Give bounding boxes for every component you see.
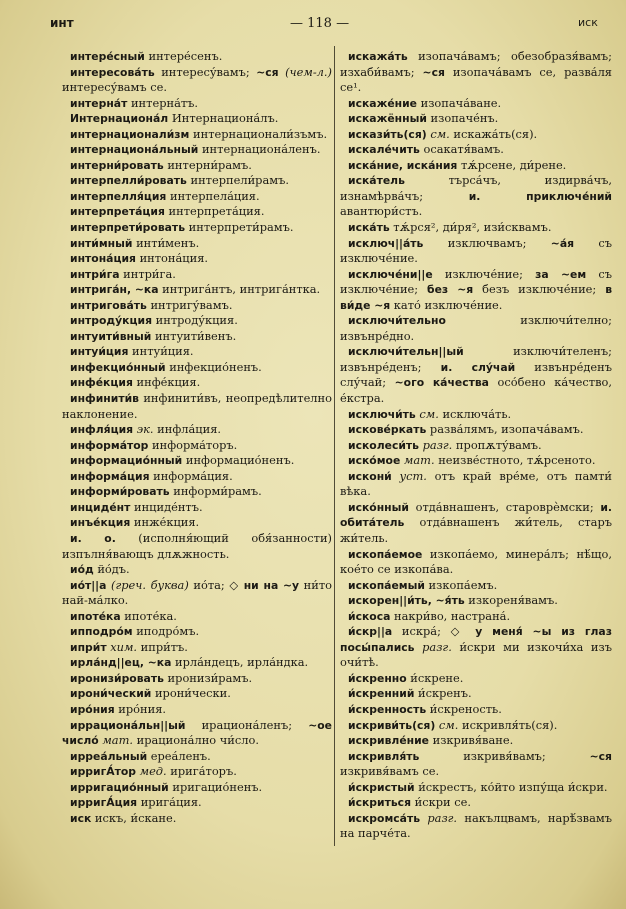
dictionary-entry bbox=[62, 267, 332, 283]
translation: като́ изключе́ние. bbox=[390, 297, 503, 312]
translation: изкореня́вамъ. bbox=[464, 593, 558, 608]
headword: информи́ровать bbox=[70, 485, 170, 499]
headword: и́скриться bbox=[348, 796, 412, 810]
dictionary-entry bbox=[340, 49, 612, 96]
translation: изкривя́вамъ; bbox=[419, 748, 590, 763]
headword: инфе́кция bbox=[70, 376, 133, 390]
dictionary-entry bbox=[62, 469, 332, 485]
headword: искове́ркать bbox=[348, 423, 427, 437]
headword: и́скр||а bbox=[348, 625, 393, 639]
translation: информацио́ненъ. bbox=[182, 453, 295, 468]
translation: интересу́вамъ се. bbox=[62, 80, 168, 95]
dictionary-entry bbox=[62, 251, 332, 267]
dictionary-entry bbox=[62, 438, 332, 454]
translation: интуити́венъ. bbox=[151, 328, 237, 343]
dictionary-entry bbox=[340, 313, 612, 344]
usage-label: разг. bbox=[422, 437, 453, 452]
translation: изключи́телно; извънре́дно. bbox=[340, 313, 612, 343]
headword: иско́мое bbox=[348, 454, 401, 468]
headword: исключи́тельно bbox=[348, 314, 446, 328]
dictionary-entry bbox=[340, 111, 612, 127]
headword: интуити́вный bbox=[70, 329, 152, 343]
dictionary-entry bbox=[62, 204, 332, 220]
headword: инциде́нт bbox=[70, 500, 131, 514]
left-column bbox=[62, 49, 332, 826]
translation: инфинити́въ, неопредѣлително наклонение. bbox=[62, 391, 332, 421]
usage-label: мед. bbox=[139, 764, 167, 779]
dictionary-entry bbox=[62, 49, 332, 65]
headword: исключе́ни||е bbox=[348, 267, 433, 281]
dictionary-entry bbox=[340, 547, 612, 578]
dictionary-entry bbox=[62, 313, 332, 329]
headword: интригова́ть bbox=[70, 298, 147, 312]
translation: информа́торъ. bbox=[148, 437, 238, 452]
translation: изкривя́ване. bbox=[429, 733, 514, 748]
dictionary-entry bbox=[62, 484, 332, 500]
headword: интуи́ция bbox=[70, 345, 129, 359]
translation: интерпрета́ция. bbox=[164, 204, 265, 219]
translation: интере́сенъ. bbox=[144, 49, 223, 63]
dictionary-entry bbox=[62, 298, 332, 314]
dictionary-entry bbox=[340, 609, 612, 625]
translation: интерпела́ция. bbox=[166, 188, 260, 203]
headword: и. обита́тель bbox=[340, 500, 612, 530]
headword: и. приключе́ний bbox=[468, 189, 612, 203]
dictionary-entry bbox=[340, 267, 612, 314]
right-column bbox=[340, 49, 612, 842]
translation: и́скрестъ, ко́йто изпу́ща и́скри. bbox=[414, 779, 608, 794]
translation: съ изключе́ние. bbox=[340, 235, 612, 266]
dictionary-entry bbox=[340, 718, 612, 734]
dictionary-entry bbox=[62, 702, 332, 718]
headword: и. о. bbox=[70, 531, 116, 545]
translation: ипри́тъ. bbox=[137, 639, 188, 654]
headword: интри́га bbox=[70, 267, 120, 281]
dictionary-entry bbox=[62, 220, 332, 236]
dictionary-entry bbox=[340, 780, 612, 796]
dictionary-entry bbox=[340, 422, 612, 438]
dictionary-entry bbox=[62, 391, 332, 422]
translation: неизве́стното, тѫ́рсеното. bbox=[434, 453, 596, 468]
headword: интерпелля́ция bbox=[70, 189, 167, 203]
dictionary-entry bbox=[340, 438, 612, 454]
dictionary-entry bbox=[62, 282, 332, 298]
headword: ирла́нд||ец, ~ка bbox=[70, 656, 172, 670]
usage-label: мат. bbox=[403, 453, 435, 468]
usage-label: эк. bbox=[136, 422, 154, 437]
headword: ископа́емое bbox=[348, 547, 423, 561]
usage-label: см. bbox=[419, 406, 439, 421]
headword: ипоте́ка bbox=[70, 609, 121, 623]
dictionary-entry bbox=[62, 189, 332, 205]
translation: разва́лямъ, изопача́вамъ. bbox=[426, 422, 584, 437]
headword: Интернациона́л bbox=[70, 112, 169, 126]
translation: съ изключе́ние; bbox=[340, 266, 613, 297]
translation bbox=[415, 640, 423, 654]
dictionary-entry bbox=[62, 718, 332, 749]
dictionary-entry bbox=[62, 360, 332, 376]
dictionary-entry bbox=[340, 127, 612, 143]
translation: изкопа́емо, минера́лъ; нѣ́що, кое́то се изкопа́ва. bbox=[340, 546, 612, 577]
translation: осо́бено ка́чество, е́кстра. bbox=[340, 375, 612, 406]
translation: ни́то най-ма́лко. bbox=[62, 577, 332, 608]
headword: инъе́кция bbox=[70, 516, 131, 530]
headword: интере́сный bbox=[70, 50, 145, 63]
translation: интерна́тъ. bbox=[127, 95, 199, 110]
translation: искъ, и́скане. bbox=[91, 810, 177, 825]
translation: ирациона́лно чи́сло. bbox=[133, 733, 259, 748]
translation: информа́ция. bbox=[149, 468, 233, 483]
translation: ирла́ндецъ, ирла́ндка. bbox=[171, 655, 309, 670]
dictionary-entry bbox=[340, 624, 612, 671]
headword: ископа́емый bbox=[348, 578, 425, 592]
usage-label: уст. bbox=[399, 468, 427, 483]
headword: инфинити́в bbox=[70, 392, 139, 406]
translation: интона́ция. bbox=[135, 251, 209, 266]
headword: ~ого ка́чества bbox=[394, 376, 489, 390]
translation: изопаче́нъ. bbox=[426, 111, 499, 126]
headword: исключ||а́ть bbox=[348, 236, 424, 250]
headword: информа́ция bbox=[70, 469, 150, 483]
headword: интернационали́зм bbox=[70, 127, 190, 141]
headword: интересова́ть bbox=[70, 65, 155, 79]
translation: интерпели́рамъ. bbox=[186, 173, 289, 188]
translation: ио́та; ◇ bbox=[188, 577, 244, 592]
headword: интерпрета́ция bbox=[70, 205, 165, 219]
translation: изопача́вамъ се, разва́ля се¹. bbox=[340, 64, 612, 95]
dictionary-entry bbox=[62, 578, 332, 609]
headword: ~а́я bbox=[550, 236, 575, 250]
translation: изкривя́вамъ се. bbox=[340, 764, 440, 779]
translation: иригацио́ненъ. bbox=[168, 779, 263, 794]
translation: интернационали́зъмъ. bbox=[189, 126, 328, 141]
dictionary-entry bbox=[62, 453, 332, 469]
headword: ~ся bbox=[422, 65, 445, 79]
headword: за ~ем bbox=[535, 267, 587, 281]
translation: и́скрене. bbox=[406, 670, 464, 685]
translation: изкопа́емъ. bbox=[424, 577, 498, 592]
headword: ни на ~у bbox=[243, 578, 300, 592]
dictionary-entry bbox=[62, 329, 332, 345]
dictionary-entry bbox=[62, 686, 332, 702]
headword: интона́ция bbox=[70, 252, 136, 266]
headword: у меня́ ~ы из глаз посы́пались bbox=[340, 625, 612, 654]
translation: отда́внашенъ жи́тель, старъ жи́тель. bbox=[340, 515, 612, 545]
headword: интернациона́льный bbox=[70, 143, 199, 157]
translation: информи́рамъ. bbox=[169, 484, 262, 499]
translation: интри́га. bbox=[119, 266, 176, 281]
dictionary-entry bbox=[340, 702, 612, 718]
dictionary-entry bbox=[340, 173, 612, 220]
translation: иро́ния. bbox=[114, 701, 167, 716]
headword: интерпрети́ровать bbox=[70, 221, 186, 235]
translation: йо́дъ. bbox=[93, 562, 130, 577]
translation: изопача́вамъ; обезобразя́вамъ; изхаби́вамъ; bbox=[340, 49, 612, 79]
headword: интерна́т bbox=[70, 96, 128, 110]
translation: исключа́ть. bbox=[438, 406, 512, 421]
dictionary-entry bbox=[340, 220, 612, 236]
translation: интригу́вамъ. bbox=[146, 297, 233, 312]
dictionary-entry bbox=[62, 562, 332, 578]
dictionary-entry bbox=[62, 749, 332, 765]
headword: иска́ть bbox=[348, 221, 390, 235]
headword: искале́чить bbox=[348, 143, 420, 157]
translation: искривля́ть(ся). bbox=[458, 717, 558, 732]
headword: искривле́ние bbox=[348, 734, 429, 748]
translation: искра́; ◇ bbox=[392, 624, 476, 639]
dictionary-entry bbox=[340, 236, 612, 267]
dictionary-entry bbox=[62, 158, 332, 174]
dictionary-entry bbox=[340, 453, 612, 469]
translation: интроду́кция. bbox=[152, 313, 238, 328]
translation: (исполня́ющий обя́занности) изпълня́вающъ длѫжность. bbox=[62, 530, 332, 561]
headword: искажа́ть bbox=[348, 50, 408, 63]
headword: иско́нный bbox=[348, 500, 409, 514]
headword: ирригА́ция bbox=[70, 796, 138, 810]
translation: и́скри се. bbox=[411, 795, 471, 810]
headword: инти́мный bbox=[70, 236, 133, 250]
translation: инциде́нтъ. bbox=[130, 499, 203, 514]
running-head-left: инт bbox=[50, 16, 74, 30]
dictionary-entry bbox=[62, 111, 332, 127]
dictionary-entry bbox=[62, 811, 332, 827]
usage-label: хим. bbox=[110, 639, 138, 654]
translation: изключи́теленъ; извънре́денъ; bbox=[340, 344, 612, 374]
headword: интрига́н, ~ка bbox=[70, 283, 159, 297]
headword: инфекцио́нный bbox=[70, 360, 166, 374]
column-divider bbox=[334, 46, 335, 846]
translation: интуи́ция. bbox=[128, 344, 194, 359]
dictionary-entry bbox=[340, 749, 612, 780]
translation: ирациона́ленъ; bbox=[185, 717, 309, 732]
translation: ереа́ленъ. bbox=[147, 748, 211, 763]
headword: искони́ bbox=[348, 469, 392, 483]
dictionary-entry bbox=[62, 655, 332, 671]
headword: информацио́нный bbox=[70, 454, 183, 468]
headword: ирони́ческий bbox=[70, 687, 152, 701]
dictionary-entry bbox=[340, 158, 612, 174]
dictionary-entry bbox=[340, 686, 612, 702]
headword: искази́ть(ся) bbox=[348, 127, 427, 141]
translation: ирига́ция. bbox=[137, 795, 202, 810]
dictionary-entry bbox=[340, 142, 612, 158]
dictionary-entry bbox=[340, 500, 612, 547]
translation: изключвамъ; bbox=[423, 235, 551, 250]
usage-label: (греч. буква) bbox=[111, 577, 189, 592]
headword: исколеси́ть bbox=[348, 438, 419, 452]
headword: ~ся bbox=[256, 65, 279, 79]
headword: иск bbox=[70, 811, 92, 825]
translation: изключе́ние; bbox=[432, 266, 536, 281]
dictionary-entry bbox=[62, 640, 332, 656]
dictionary-entry bbox=[62, 65, 332, 96]
dictionary-entry bbox=[62, 142, 332, 158]
headword: искаже́ние bbox=[348, 96, 417, 110]
dictionary-entry bbox=[62, 127, 332, 143]
translation: интересу́вамъ; bbox=[154, 64, 257, 79]
translation: иронизи́рамъ. bbox=[163, 670, 253, 685]
translation: осакатя́вамъ. bbox=[419, 142, 504, 157]
translation: безъ изключе́ние; bbox=[473, 282, 606, 297]
headword: ирригА́тор bbox=[70, 765, 136, 779]
translation: интерпрети́рамъ. bbox=[185, 220, 294, 235]
translation: отъ край вре́ме, отъ памти́ вѣка. bbox=[340, 468, 613, 499]
dictionary-entry bbox=[340, 578, 612, 594]
translation: инфла́ция. bbox=[153, 422, 222, 437]
translation: ипоте́ка. bbox=[120, 608, 177, 623]
usage-label: см. bbox=[430, 126, 450, 141]
dictionary-entry bbox=[340, 795, 612, 811]
translation: Интернациона́лъ. bbox=[168, 111, 279, 126]
translation: интернациона́ленъ. bbox=[198, 142, 321, 157]
dictionary-entry bbox=[62, 173, 332, 189]
headword: ипри́т bbox=[70, 640, 107, 654]
headword: и́скренний bbox=[348, 687, 415, 701]
translation: тѫ́рся², ди́ря², изи́сквамъ. bbox=[389, 220, 552, 235]
headword: интерни́ровать bbox=[70, 158, 164, 172]
dictionary-entry bbox=[340, 671, 612, 687]
headword: и́скренно bbox=[348, 671, 407, 685]
headword: ~ое число́ bbox=[62, 718, 332, 748]
headword: ио́д bbox=[70, 563, 94, 577]
dictionary-entry bbox=[62, 764, 332, 780]
dictionary-entry bbox=[340, 344, 612, 406]
headword: в ви́де ~я bbox=[340, 283, 613, 312]
translation: интерни́рамъ. bbox=[163, 157, 252, 172]
headword: исключи́ть bbox=[348, 407, 416, 421]
usage-label: (чем-л.) bbox=[285, 64, 332, 79]
headword: информа́тор bbox=[70, 438, 149, 452]
translation: иподро́мъ. bbox=[132, 624, 200, 639]
translation bbox=[392, 469, 400, 483]
dictionary-entry bbox=[62, 375, 332, 391]
translation: инфе́кция. bbox=[132, 375, 201, 390]
headword: иска́тель bbox=[348, 174, 405, 188]
dictionary-entry bbox=[62, 780, 332, 796]
dictionary-entry bbox=[62, 344, 332, 360]
headword: искривля́ть bbox=[348, 749, 420, 763]
translation: накри́во, настрана́. bbox=[390, 608, 511, 623]
dictionary-entry bbox=[62, 422, 332, 438]
dictionary-entry bbox=[340, 96, 612, 112]
translation: ирига́торъ. bbox=[166, 764, 237, 779]
headword: без ~я bbox=[427, 283, 474, 297]
translation: искажа́ть(ся). bbox=[449, 126, 538, 141]
headword: иска́ние, иска́ния bbox=[348, 158, 458, 172]
headword: иро́ния bbox=[70, 702, 115, 716]
headword: ирригацио́нный bbox=[70, 780, 169, 794]
translation: и́скреность. bbox=[426, 701, 502, 716]
headword: искорен||и́ть, ~я́ть bbox=[348, 594, 465, 608]
headword: и́скоса bbox=[348, 609, 391, 623]
headword: исключи́тельн||ый bbox=[348, 345, 464, 359]
translation: тѫ́рсене, ди́рене. bbox=[457, 157, 567, 172]
dictionary-entry bbox=[340, 733, 612, 749]
dictionary-entry bbox=[62, 96, 332, 112]
usage-label: мат. bbox=[102, 733, 133, 748]
usage-label: разг. bbox=[422, 639, 452, 654]
dictionary-entry bbox=[62, 236, 332, 252]
dictionary-entry bbox=[340, 811, 612, 842]
translation: и́скренъ. bbox=[414, 686, 472, 701]
headword: ио́т||а bbox=[70, 578, 107, 592]
running-head-right: иск bbox=[578, 16, 598, 29]
headword: иронизи́ровать bbox=[70, 671, 164, 685]
headword: и. слу́чай bbox=[440, 360, 516, 374]
dictionary-entry bbox=[62, 795, 332, 811]
headword: искажённый bbox=[348, 112, 427, 126]
dictionary-entry bbox=[62, 515, 332, 531]
headword: ~ся bbox=[589, 749, 612, 763]
translation: инфекцио́ненъ. bbox=[165, 359, 262, 374]
headword: ирреа́льный bbox=[70, 749, 148, 763]
headword: инфля́ция bbox=[70, 423, 134, 437]
dictionary-entry bbox=[340, 407, 612, 423]
headword: и́скристый bbox=[348, 780, 415, 794]
translation: изопача́ване. bbox=[417, 95, 502, 110]
translation: накълцвамъ, нарѣ́звамъ на парче́та. bbox=[340, 810, 612, 841]
dictionary-entry bbox=[62, 531, 332, 562]
translation: и́скри ми изкочи́ха изъ очи́тѣ. bbox=[340, 639, 612, 670]
usage-label: см. bbox=[438, 717, 459, 732]
translation: инти́менъ. bbox=[132, 235, 200, 250]
dictionary-entry bbox=[62, 624, 332, 640]
translation: търса́чъ, издирва́чъ, изнамѣрва́чъ; bbox=[340, 173, 612, 203]
headword: искромса́ть bbox=[348, 811, 421, 825]
headword: искриви́ть(ся) bbox=[348, 718, 436, 732]
dictionary-entry bbox=[62, 500, 332, 516]
translation: интрига́нтъ, интрига́нтка. bbox=[158, 282, 321, 297]
translation: ирони́чески. bbox=[151, 686, 231, 701]
headword: интерпелли́ровать bbox=[70, 174, 187, 188]
translation: авантюри́стъ. bbox=[340, 204, 423, 219]
translation: инже́кция. bbox=[130, 515, 200, 530]
dictionary-entry bbox=[62, 671, 332, 687]
translation: отда́внашенъ, староврѐмски; bbox=[408, 499, 601, 514]
headword: и́скренность bbox=[348, 702, 427, 716]
headword: интроду́кция bbox=[70, 314, 153, 328]
dictionary-entry bbox=[62, 609, 332, 625]
translation: извънре́денъ слу́чай; bbox=[340, 359, 612, 390]
dictionary-entry bbox=[340, 469, 612, 500]
headword: ипподро́м bbox=[70, 625, 133, 639]
page-number: — 118 — bbox=[290, 16, 350, 31]
dictionary-entry bbox=[340, 593, 612, 609]
usage-label: разг. bbox=[427, 810, 458, 825]
headword: иррациона́льн||ый bbox=[70, 718, 186, 732]
translation: пропѫту́вамъ. bbox=[452, 437, 542, 452]
